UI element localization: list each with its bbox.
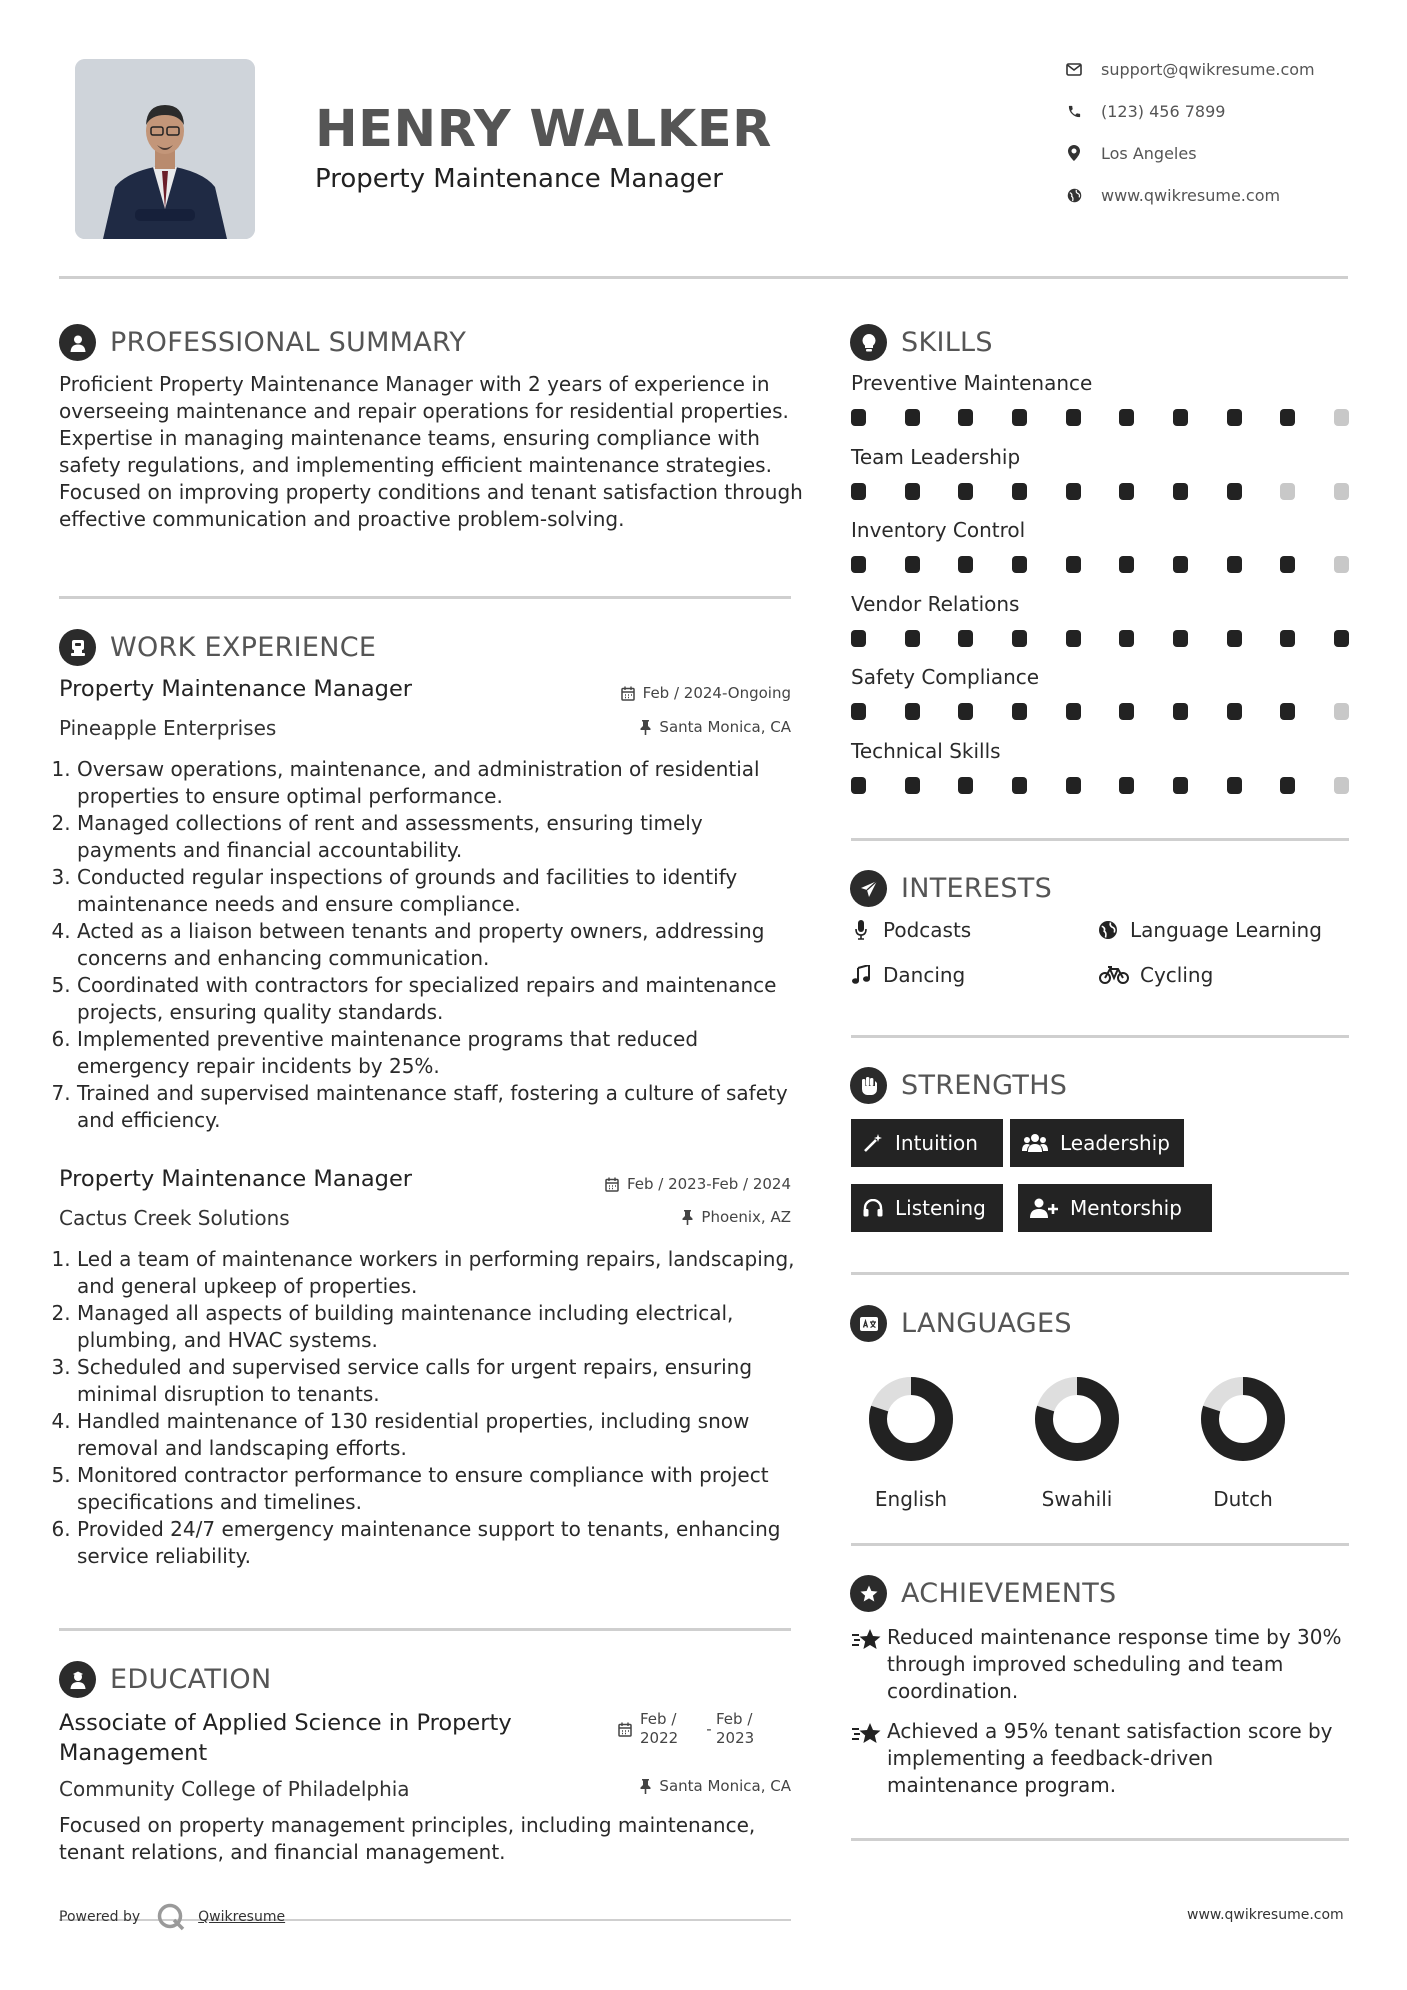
skill-dot-filled — [958, 483, 973, 500]
skill-dot-filled — [851, 777, 866, 794]
contact-email-text: support@qwikresume.com — [1101, 59, 1315, 79]
achievements-divider — [851, 1838, 1349, 1841]
strength-label: Mentorship — [1070, 1196, 1182, 1220]
summary-divider — [59, 596, 791, 599]
education-heading-text: EDUCATION — [110, 1664, 272, 1695]
skill-dot-filled — [1173, 556, 1188, 573]
job-1-title: Property Maintenance Manager — [59, 676, 413, 702]
list-item: 7. Trained and supervised maintenance staff, fostering a culture of safety and efficiency. — [77, 1080, 799, 1134]
skill-dot-filled — [851, 703, 866, 720]
list-item: 1. Oversaw operations, maintenance, and administration of residential properties to ensure optimal performance. — [77, 756, 799, 810]
language-label: English — [874, 1487, 948, 1511]
education-date-separator: - — [706, 1719, 712, 1738]
skill-dot-filled — [1280, 703, 1295, 720]
skills-heading — [850, 324, 993, 361]
list-item: 2. Managed collections of rent and assessments, ensuring timely payments and financial accountability. — [77, 810, 799, 864]
contact-website-text: www.qwikresume.com — [1101, 185, 1281, 205]
skill-dot-filled — [1066, 703, 1081, 720]
pushpin-icon — [640, 1779, 651, 1794]
header-divider — [59, 276, 1348, 279]
skill-dot-empty — [1334, 703, 1349, 720]
language-label: Swahili — [1041, 1487, 1113, 1511]
interest-label: Language Learning — [1130, 918, 1322, 942]
interest-dancing — [851, 963, 965, 987]
list-item: 1. Led a team of maintenance workers in performing repairs, landscaping, and general upkeep of properties. — [77, 1246, 799, 1300]
skill-dot-filled — [1066, 556, 1081, 573]
skill-dot-filled — [905, 409, 920, 426]
skill-dot-filled — [1173, 777, 1188, 794]
skill-dot-filled — [1012, 777, 1027, 794]
contact-website[interactable] — [1063, 184, 1280, 206]
language-donut — [855, 1363, 967, 1475]
skill-label: Preventive Maintenance — [851, 371, 1093, 395]
skill-label: Safety Compliance — [851, 665, 1040, 689]
languages-heading-text: LANGUAGES — [901, 1308, 1072, 1339]
job-1-company: Pineapple Enterprises — [59, 716, 277, 740]
microphone-icon — [851, 920, 871, 940]
languages-list — [851, 1363, 1349, 1511]
education-location-text: Santa Monica, CA — [659, 1777, 791, 1795]
skill-dot-filled — [1280, 556, 1295, 573]
skill-dot-filled — [1227, 409, 1242, 426]
job-2-location — [540, 1208, 791, 1226]
candidate-title: Property Maintenance Manager — [315, 164, 723, 194]
skill-dot-empty — [1334, 777, 1349, 794]
powered-by-text: Powered by — [59, 1909, 141, 1925]
briefcase-icon — [59, 629, 96, 666]
skill-rating — [851, 556, 1349, 573]
skill-rating — [851, 630, 1349, 647]
skill-dot-filled — [1012, 483, 1027, 500]
list-item: 4. Handled maintenance of 130 residential properties, including snow removal and landscaping efforts. — [77, 1408, 799, 1462]
skill-dot-filled — [1012, 409, 1027, 426]
magic-wand-icon — [863, 1133, 883, 1153]
skill-dot-filled — [851, 409, 866, 426]
skills-divider — [851, 838, 1349, 841]
interest-cycling — [1098, 963, 1213, 987]
map-pin-icon — [1063, 142, 1085, 164]
skill-dot-filled — [958, 630, 973, 647]
language-donut — [1021, 1363, 1133, 1475]
job-2-date-text: Feb / 2023-Feb / 2024 — [626, 1175, 791, 1193]
language-item — [1021, 1363, 1137, 1511]
paper-plane-icon — [850, 870, 887, 907]
contact-email[interactable] — [1063, 58, 1315, 80]
skill-dot-filled — [1334, 630, 1349, 647]
experience-divider — [59, 1628, 791, 1631]
user-icon — [59, 324, 96, 361]
skill-item — [851, 445, 1349, 519]
skill-dot-filled — [1012, 703, 1027, 720]
skill-dot-filled — [1066, 483, 1081, 500]
skill-rating — [851, 703, 1349, 720]
list-item: 5. Monitored contractor performance to ensure compliance with project specifications and timelines. — [77, 1462, 799, 1516]
pushpin-icon — [682, 1210, 693, 1225]
strength-label: Intuition — [895, 1131, 978, 1155]
skill-dot-filled — [1227, 556, 1242, 573]
contact-location — [1063, 142, 1197, 164]
strengths-heading-text: STRENGTHS — [901, 1070, 1068, 1101]
education-description: Focused on property management principles, including maintenance, tenant relations, and financial management. — [59, 1813, 756, 1864]
pushpin-icon — [640, 720, 651, 735]
list-item: 2. Managed all aspects of building maintenance including electrical, plumbing, and HVAC systems. — [77, 1300, 799, 1354]
skill-dot-filled — [851, 483, 866, 500]
interests-heading — [850, 870, 1052, 907]
education-date-start: Feb / 2022 — [640, 1710, 679, 1747]
skill-dot-filled — [1280, 777, 1295, 794]
experience-heading-text: WORK EXPERIENCE — [110, 632, 377, 663]
skill-dot-filled — [1227, 777, 1242, 794]
trophy-star-icon — [851, 1718, 887, 1799]
skill-dot-filled — [958, 556, 973, 573]
skill-dot-filled — [1119, 777, 1134, 794]
language-icon — [850, 1305, 887, 1342]
skill-dot-filled — [1119, 556, 1134, 573]
strength-label: Listening — [895, 1196, 986, 1220]
skill-dot-filled — [1173, 703, 1188, 720]
skill-dot-filled — [1173, 630, 1188, 647]
globe-icon — [1063, 184, 1085, 206]
skill-dot-filled — [1066, 630, 1081, 647]
globe-icon — [1098, 920, 1118, 940]
list-item: 4. Acted as a liaison between tenants and property owners, addressing concerns and enhancing communication. — [77, 918, 799, 972]
footer-brand-link[interactable]: Qwikresume — [198, 1909, 286, 1925]
calendar-icon — [621, 686, 635, 701]
skills-heading-text: SKILLS — [901, 327, 993, 358]
achievement-item — [851, 1624, 1349, 1705]
job-1-date — [540, 684, 791, 702]
education-degree: Associate of Applied Science in Property Management — [59, 1710, 512, 1766]
skill-item — [851, 665, 1349, 739]
skill-label: Inventory Control — [851, 518, 1026, 542]
group-icon — [1022, 1133, 1048, 1153]
list-item: 5. Coordinated with contractors for specialized repairs and maintenance projects, ensuring quality standards. — [77, 972, 799, 1026]
list-item: 6. Provided 24/7 emergency maintenance support to tenants, enhancing service reliability. — [77, 1516, 799, 1570]
strength-tag-mentorship — [1018, 1184, 1212, 1232]
skill-dot-filled — [958, 409, 973, 426]
graduate-icon — [59, 1661, 96, 1698]
interest-label: Cycling — [1140, 963, 1214, 987]
skill-dot-filled — [1119, 483, 1134, 500]
skill-dot-filled — [905, 556, 920, 573]
profile-photo — [75, 59, 255, 239]
languages-heading — [850, 1305, 1072, 1342]
skill-label: Technical Skills — [851, 738, 1001, 763]
job-1-location — [540, 718, 791, 736]
skill-dot-filled — [1173, 409, 1188, 426]
fist-icon — [850, 1067, 887, 1104]
interest-podcasts — [851, 918, 971, 942]
achievement-text: Achieved a 95% tenant satisfaction score by implementing a feedback-driven maintenance program. — [887, 1719, 1333, 1797]
education-date-end: Feb / 2023 — [716, 1710, 755, 1747]
skill-dot-filled — [1066, 777, 1081, 794]
skill-dot-filled — [1119, 703, 1134, 720]
skill-dot-filled — [958, 703, 973, 720]
skill-dot-empty — [1334, 556, 1349, 573]
envelope-icon — [1063, 58, 1085, 80]
skill-dot-empty — [1334, 409, 1349, 426]
job-1-location-text: Santa Monica, CA — [659, 718, 791, 736]
skill-rating — [851, 483, 1349, 500]
interests-heading-text: INTERESTS — [901, 873, 1053, 904]
job-2-company: Cactus Creek Solutions — [59, 1206, 290, 1230]
skill-dot-filled — [1227, 703, 1242, 720]
phone-icon — [1063, 100, 1085, 122]
interest-language-learning — [1098, 918, 1322, 942]
interests-divider — [851, 1035, 1349, 1038]
skill-dot-filled — [1173, 483, 1188, 500]
interest-label: Dancing — [883, 963, 966, 987]
language-label: Dutch — [1213, 1487, 1273, 1511]
lightbulb-icon — [850, 324, 887, 361]
trophy-star-icon — [851, 1624, 887, 1705]
job-2-bullets — [59, 1246, 799, 1570]
skill-dot-filled — [905, 777, 920, 794]
education-date — [618, 1710, 792, 1748]
skill-dot-filled — [851, 556, 866, 573]
skill-dot-filled — [1066, 409, 1081, 426]
skill-dot-filled — [851, 630, 866, 647]
skill-dot-filled — [905, 483, 920, 500]
skill-dot-filled — [905, 630, 920, 647]
candidate-name: HENRY WALKER — [315, 100, 772, 159]
achievement-item — [851, 1718, 1349, 1799]
footer-website-link[interactable]: www.qwikresume.com — [1187, 1907, 1344, 1923]
headphones-icon — [863, 1199, 883, 1217]
strengths-heading — [850, 1067, 1067, 1104]
strength-tag-intuition — [851, 1119, 1003, 1167]
contact-location-text: Los Angeles — [1101, 143, 1197, 163]
language-donut — [1187, 1363, 1299, 1475]
achievement-text: Reduced maintenance response time by 30% through improved scheduling and team coordination. — [887, 1625, 1342, 1703]
job-1-date-text: Feb / 2024-Ongoing — [642, 684, 791, 702]
skill-label: Team Leadership — [851, 444, 1021, 469]
contact-phone[interactable] — [1063, 100, 1225, 122]
achievements-heading-text: ACHIEVEMENTS — [901, 1578, 1117, 1609]
calendar-icon — [618, 1722, 632, 1737]
skill-label: Vendor Relations — [851, 591, 1020, 616]
language-item — [855, 1363, 971, 1511]
education-school: Community College of Philadelphia — [59, 1777, 410, 1801]
skill-item — [851, 592, 1349, 666]
skill-dot-empty — [1280, 483, 1295, 500]
education-location — [540, 1777, 791, 1795]
bicycle-icon — [1098, 966, 1130, 984]
skill-dot-filled — [1012, 630, 1027, 647]
skill-rating — [851, 777, 1349, 794]
skill-dot-filled — [1119, 630, 1134, 647]
skill-item — [851, 518, 1349, 592]
skill-dot-filled — [1280, 630, 1295, 647]
skill-dot-filled — [1227, 483, 1242, 500]
footer-powered-by — [59, 1902, 285, 1932]
skill-dot-filled — [1012, 556, 1027, 573]
qwikresume-logo-icon — [156, 1902, 186, 1932]
skills-list — [851, 371, 1349, 812]
skill-dot-filled — [1119, 409, 1134, 426]
strength-tag-leadership — [1010, 1119, 1184, 1167]
summary-heading — [59, 324, 466, 361]
languages-divider — [851, 1543, 1349, 1546]
summary-heading-text: PROFESSIONAL SUMMARY — [110, 327, 467, 358]
experience-heading — [59, 629, 376, 666]
skill-item — [851, 371, 1349, 445]
list-item: 3. Scheduled and supervised service calls for urgent repairs, ensuring minimal disruption to tenants. — [77, 1354, 799, 1408]
skill-dot-filled — [905, 703, 920, 720]
job-2-title: Property Maintenance Manager — [59, 1166, 413, 1192]
education-heading — [59, 1661, 271, 1698]
star-badge-icon — [850, 1575, 887, 1612]
contact-phone-text: (123) 456 7899 — [1101, 101, 1226, 121]
music-icon — [851, 965, 871, 985]
interest-label: Podcasts — [883, 918, 972, 942]
strengths-divider — [851, 1272, 1349, 1275]
job-1-bullets — [59, 756, 799, 1134]
skill-dot-filled — [1280, 409, 1295, 426]
strength-label: Leadership — [1060, 1131, 1170, 1155]
summary-text: Proficient Property Maintenance Manager with 2 years of experience in overseeing maintenance and repair operations for residential properties. Expertise in managing maintenance teams, ensuring compliance with safety regulations, and implementing efficient maintenance strategies. Focused on improving property conditions and tenant satisfaction through effective communication and proactive problem-solving. — [59, 372, 803, 531]
list-item: 6. Implemented preventive maintenance programs that reduced emergency repair incidents by 25%. — [77, 1026, 799, 1080]
skill-dot-filled — [1227, 630, 1242, 647]
skill-dot-filled — [958, 777, 973, 794]
job-2-date — [540, 1175, 791, 1193]
job-2-location-text: Phoenix, AZ — [701, 1208, 791, 1226]
user-plus-icon — [1030, 1198, 1058, 1218]
skill-item — [851, 739, 1349, 813]
skill-rating — [851, 409, 1349, 426]
calendar-icon — [605, 1177, 619, 1192]
skill-dot-empty — [1334, 483, 1349, 500]
achievements-heading — [850, 1575, 1117, 1612]
list-item: 3. Conducted regular inspections of grounds and facilities to identify maintenance needs and ensure compliance. — [77, 864, 799, 918]
strength-tag-listening — [851, 1184, 1003, 1232]
language-item — [1187, 1363, 1303, 1511]
